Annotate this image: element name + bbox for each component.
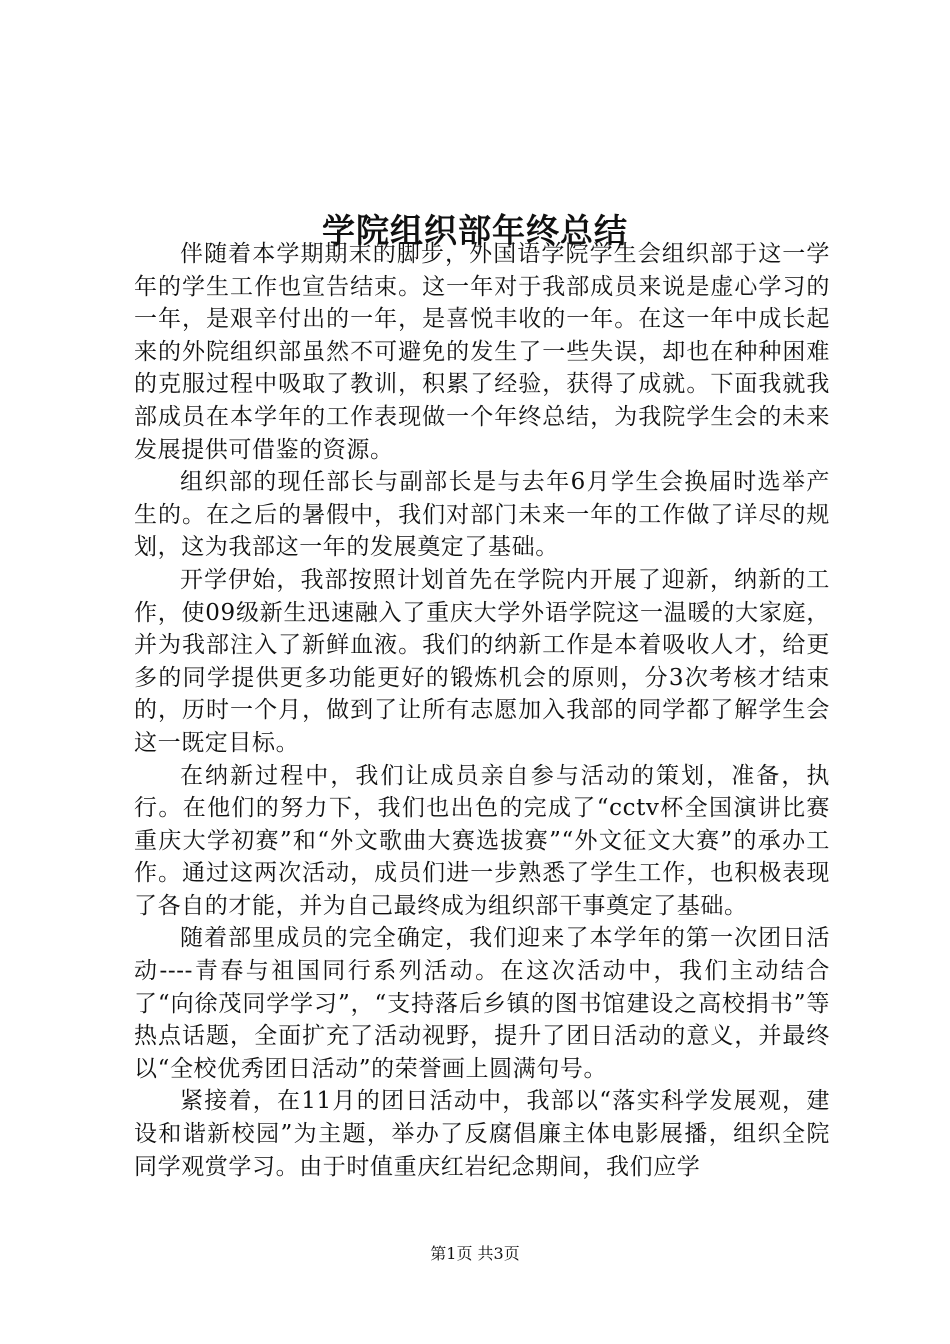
paragraph-4: 在纳新过程中，我们让成员亲自参与活动的策划，准备，执行。在他们的努力下，我们也出色的完成了“cctv杯全国演讲比赛重庆大学初赛”和“外文歌曲大赛选拔赛”“外文征文大赛”的承办工作。通过这两次活动，成员们进一步熟悉了学生工作，也积极表现了各自的才能，并为自己最终成为组织部干事奠定了基础。 (134, 762, 830, 919)
document-body (134, 238, 830, 1183)
paragraph-2: 组织部的现任部长与副部长是与去年6月学生会换届时选举产生的。在之后的暑假中，我们对部门未来一年的工作做了详尽的规划，这为我部这一年的发展奠定了基础。 (134, 469, 830, 561)
page-footer: 第1页 共3页 (430, 1244, 520, 1263)
paragraph-6: 紧接着，在11月的团日活动中，我部以“落实科学发展观，建设和谐新校园”为主题，举办了反腐倡廉主体电影展播，组织全院同学观赏学习。由于时值重庆红岩纪念期间，我们应学 (134, 1088, 830, 1180)
document-title: 学院组织部年终总结 (322, 211, 628, 251)
paragraph-1: 伴随着本学期期末的脚步，外国语学院学生会组织部于这一学年的学生工作也宣告结束。这一年对于我部成员来说是虚心学习的一年，是艰辛付出的一年，是喜悦丰收的一年。在这一年中成长起来的外院组织部虽然不可避免的发生了一些失误，却也在种种困难的克服过程中吸取了教训，积累了经验，获得了成就。下面我就我部成员在本学年的工作表现做一个年终总结，为我院学生会的未来发展提供可借鉴的资源。 (134, 241, 830, 463)
paragraph-3: 开学伊始，我部按照计划首先在学院内开展了迎新，纳新的工作，使09级新生迅速融入了重庆大学外语学院这一温暖的大家庭，并为我部注入了新鲜血液。我们的纳新工作是本着吸收人才，给更多的同学提供更多功能更好的锻炼机会的原则，分3次考核才结束的，历时一个月，做到了让所有志愿加入我部的同学都了解学生会这一既定目标。 (134, 566, 830, 756)
paragraph-5: 随着部里成员的完全确定，我们迎来了本学年的第一次团日活动----青春与祖国同行系列活动。在这次活动中，我们主动结合了“向徐茂同学学习”，“支持落后乡镇的图书馆建设之高校捐书”等热点话题，全面扩充了活动视野，提升了团日活动的意义，并最终以“全校优秀团日活动”的荣誉画上圆满句号。 (134, 925, 830, 1082)
